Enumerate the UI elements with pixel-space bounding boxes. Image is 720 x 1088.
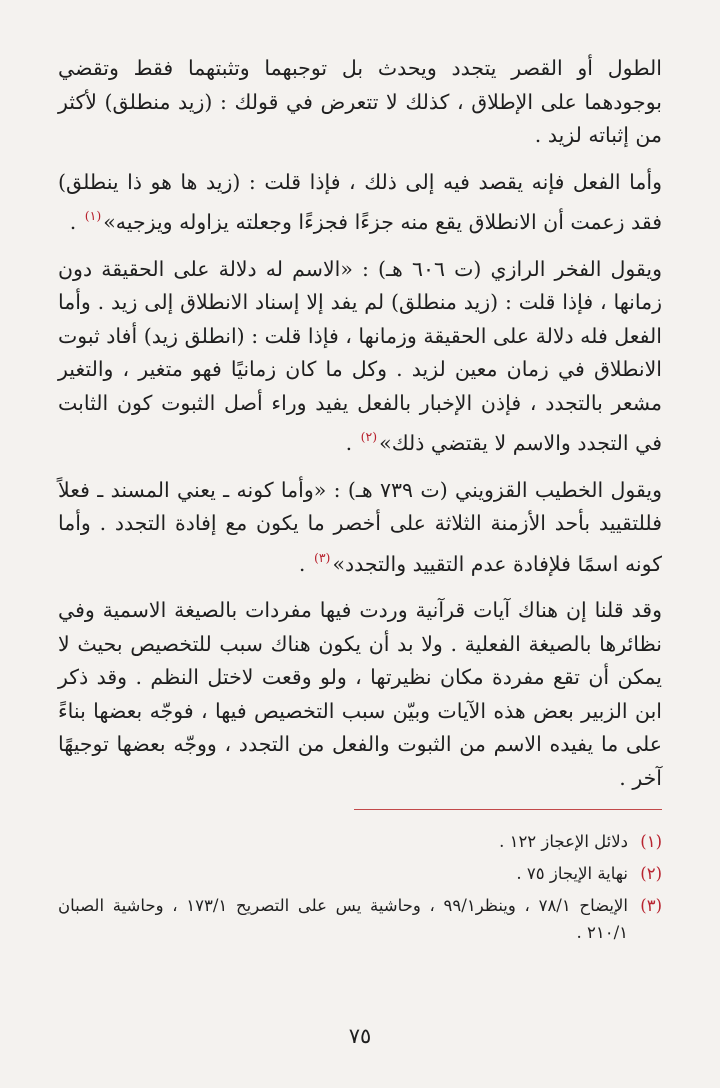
page-number: ٧٥ — [348, 1024, 372, 1048]
footnote-item — [58, 828, 662, 855]
footnote-item — [58, 892, 662, 946]
paragraph-1 — [58, 52, 662, 153]
paragraph-text: وأما الفعل فإنه يقصد فيه إلى ذلك ، فإذا قلت : (زيد ها هو ذا ينطلق) فقد زعمت أن الانطلاق يقع منه جزءًا فجزءًا وجعلته يزاوله ويزجيه» — [58, 169, 662, 234]
paragraph-2 — [58, 166, 662, 240]
paragraph-tail: . — [69, 210, 83, 234]
footnote-item — [58, 860, 662, 887]
paragraph-text: وقد قلنا إن هناك آيات قرآنية وردت فيها مفردات بالصيغة الاسمية وفي نظائرها بالصيغة الفعلية . ولا بد أن يكون هناك سبب للتخصيص بحيث لا يمكن أن تقع مفردة مكان نظيرتها ، ولو وقعت لاختل النظم . وقد ذكر ابن الزبير بعض هذه الآيات وبيّن سبب التخصيص فيها ، فوجّه بعضها بناءً على ما يفيده الاسم من الثبوت والفعل من التجدد ، ووجّه بعضها توجيهًا آخر . — [58, 598, 662, 790]
footnote-ref-1[interactable]: (١) — [84, 208, 102, 223]
paragraph-text: الطول أو القصر يتجدد ويحدث بل توجبهما وتثبتهما فقط وتقضي بوجودهما على الإطلاق ، كذلك لا تتعرض في قولك : (زيد منطلق) لأكثر من إثباته لزيد . — [58, 56, 662, 147]
footnote-ref-3[interactable]: (٣) — [313, 549, 331, 565]
footnote-divider — [354, 809, 662, 810]
footnote-ref-2[interactable]: (٢) — [360, 429, 378, 444]
footnotes — [58, 828, 662, 946]
footnote-text: الإيضاح ٧٨/١ ، وينظر٩٩/١ ، وحاشية يس على التصريح ١٧٣/١ ، وحاشية الصبان ٢١٠/١ . — [58, 896, 628, 942]
paragraph-tail: . — [298, 551, 312, 576]
paragraph-text: ويقول الخطيب القزويني (ت ٧٣٩ هـ) : «وأما كونه ـ يعني المسند ـ فعلاً فللتقييد بأحد الأزمنة الثلاثة على أخصر ما يكون مع إفادة التجدد . وأما كونه اسمًا فلإفادة عدم التقييد والتجدد» — [58, 477, 663, 576]
footnote-text: نهاية الإيجاز ٧٥ . — [516, 864, 628, 883]
paragraph-4 — [58, 474, 662, 582]
paragraph-tail: . — [345, 431, 359, 455]
footnote-number: (٢) — [640, 864, 662, 883]
footnote-number: (٣) — [640, 896, 662, 915]
paragraph-text: ويقول الفخر الرازي (ت ٦٠٦ هـ) : «الاسم له دلالة على الحقيقة دون زمانها ، فإذا قلت : (زيد منطلق) لم يفد إلا إسناد الانطلاق إلى زيد . وأما الفعل فله دلالة على الحقيقة وزمانها ، فإذا قلت : (انطلق زيد) أفاد ثبوت الانطلاق في زمان معين لزيد . وكل ما كان زمانيًا فهو متغير ، والتغير مشعر بالتجدد ، فإذن الإخبار بالفعل يفيد وراء أصل الثبوت كون الثابت في التجدد والاسم لا يقتضي ذلك» — [58, 256, 662, 455]
paragraph-3 — [58, 253, 662, 461]
footnote-text: دلائل الإعجاز ١٢٢ . — [499, 832, 628, 851]
paragraph-5 — [58, 594, 662, 795]
main-text — [58, 52, 662, 795]
footnote-number: (١) — [640, 832, 662, 851]
